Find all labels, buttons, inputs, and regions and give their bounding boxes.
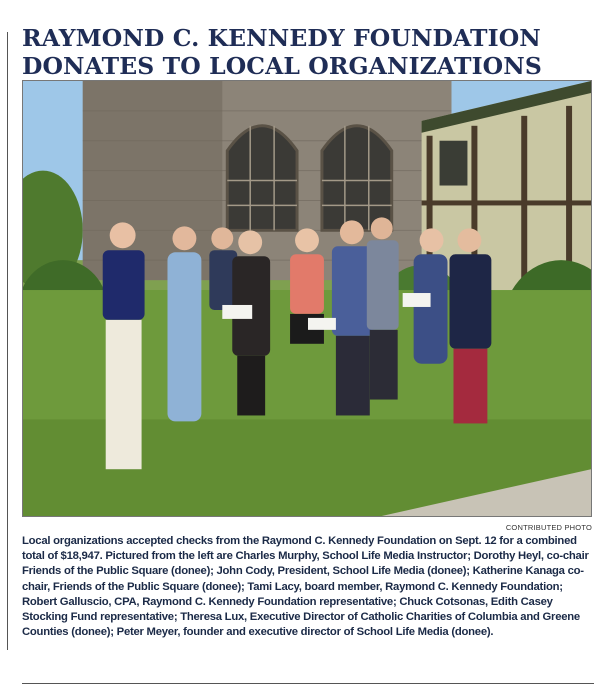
group-photo — [22, 80, 592, 517]
headline-line-2: DONATES TO LOCAL ORGANIZATIONS — [22, 52, 542, 80]
group-photo-illustration — [23, 81, 591, 516]
photo-caption: Local organizations accepted checks from the Raymond C. Kennedy Foundation on Sept. 12 for a combined total of $18,947. Pictured from the left are Charles Murphy, School Life Media Instructor; Dorothy Heyl, co-chair Friends of the Public Square (donee); John Cody, President, School Life Media (donee); Katherine Kanaga co-chair, Friends of the Public Square (donee); Tami Lacy, board member, Raymond C. Kennedy Foundation; Robert Galluscio, CPA, Raymond C. Kennedy Foundation representative; Chuck Cotsonas, Edith Casey Stocking Fund representative; Theresa Lux, Executive Director of Catholic Charities of Columbia and Greene Counties (donee); Peter Meyer, founder and executive director of School Life Media (donee). — [22, 535, 589, 639]
bottom-rule — [22, 683, 594, 684]
headline-line-1: RAYMOND C. KENNEDY FOUNDATION — [22, 24, 541, 52]
photo-credit: CONTRIBUTED PHOTO — [505, 523, 592, 532]
headline — [22, 24, 592, 80]
column-rule — [7, 32, 8, 650]
